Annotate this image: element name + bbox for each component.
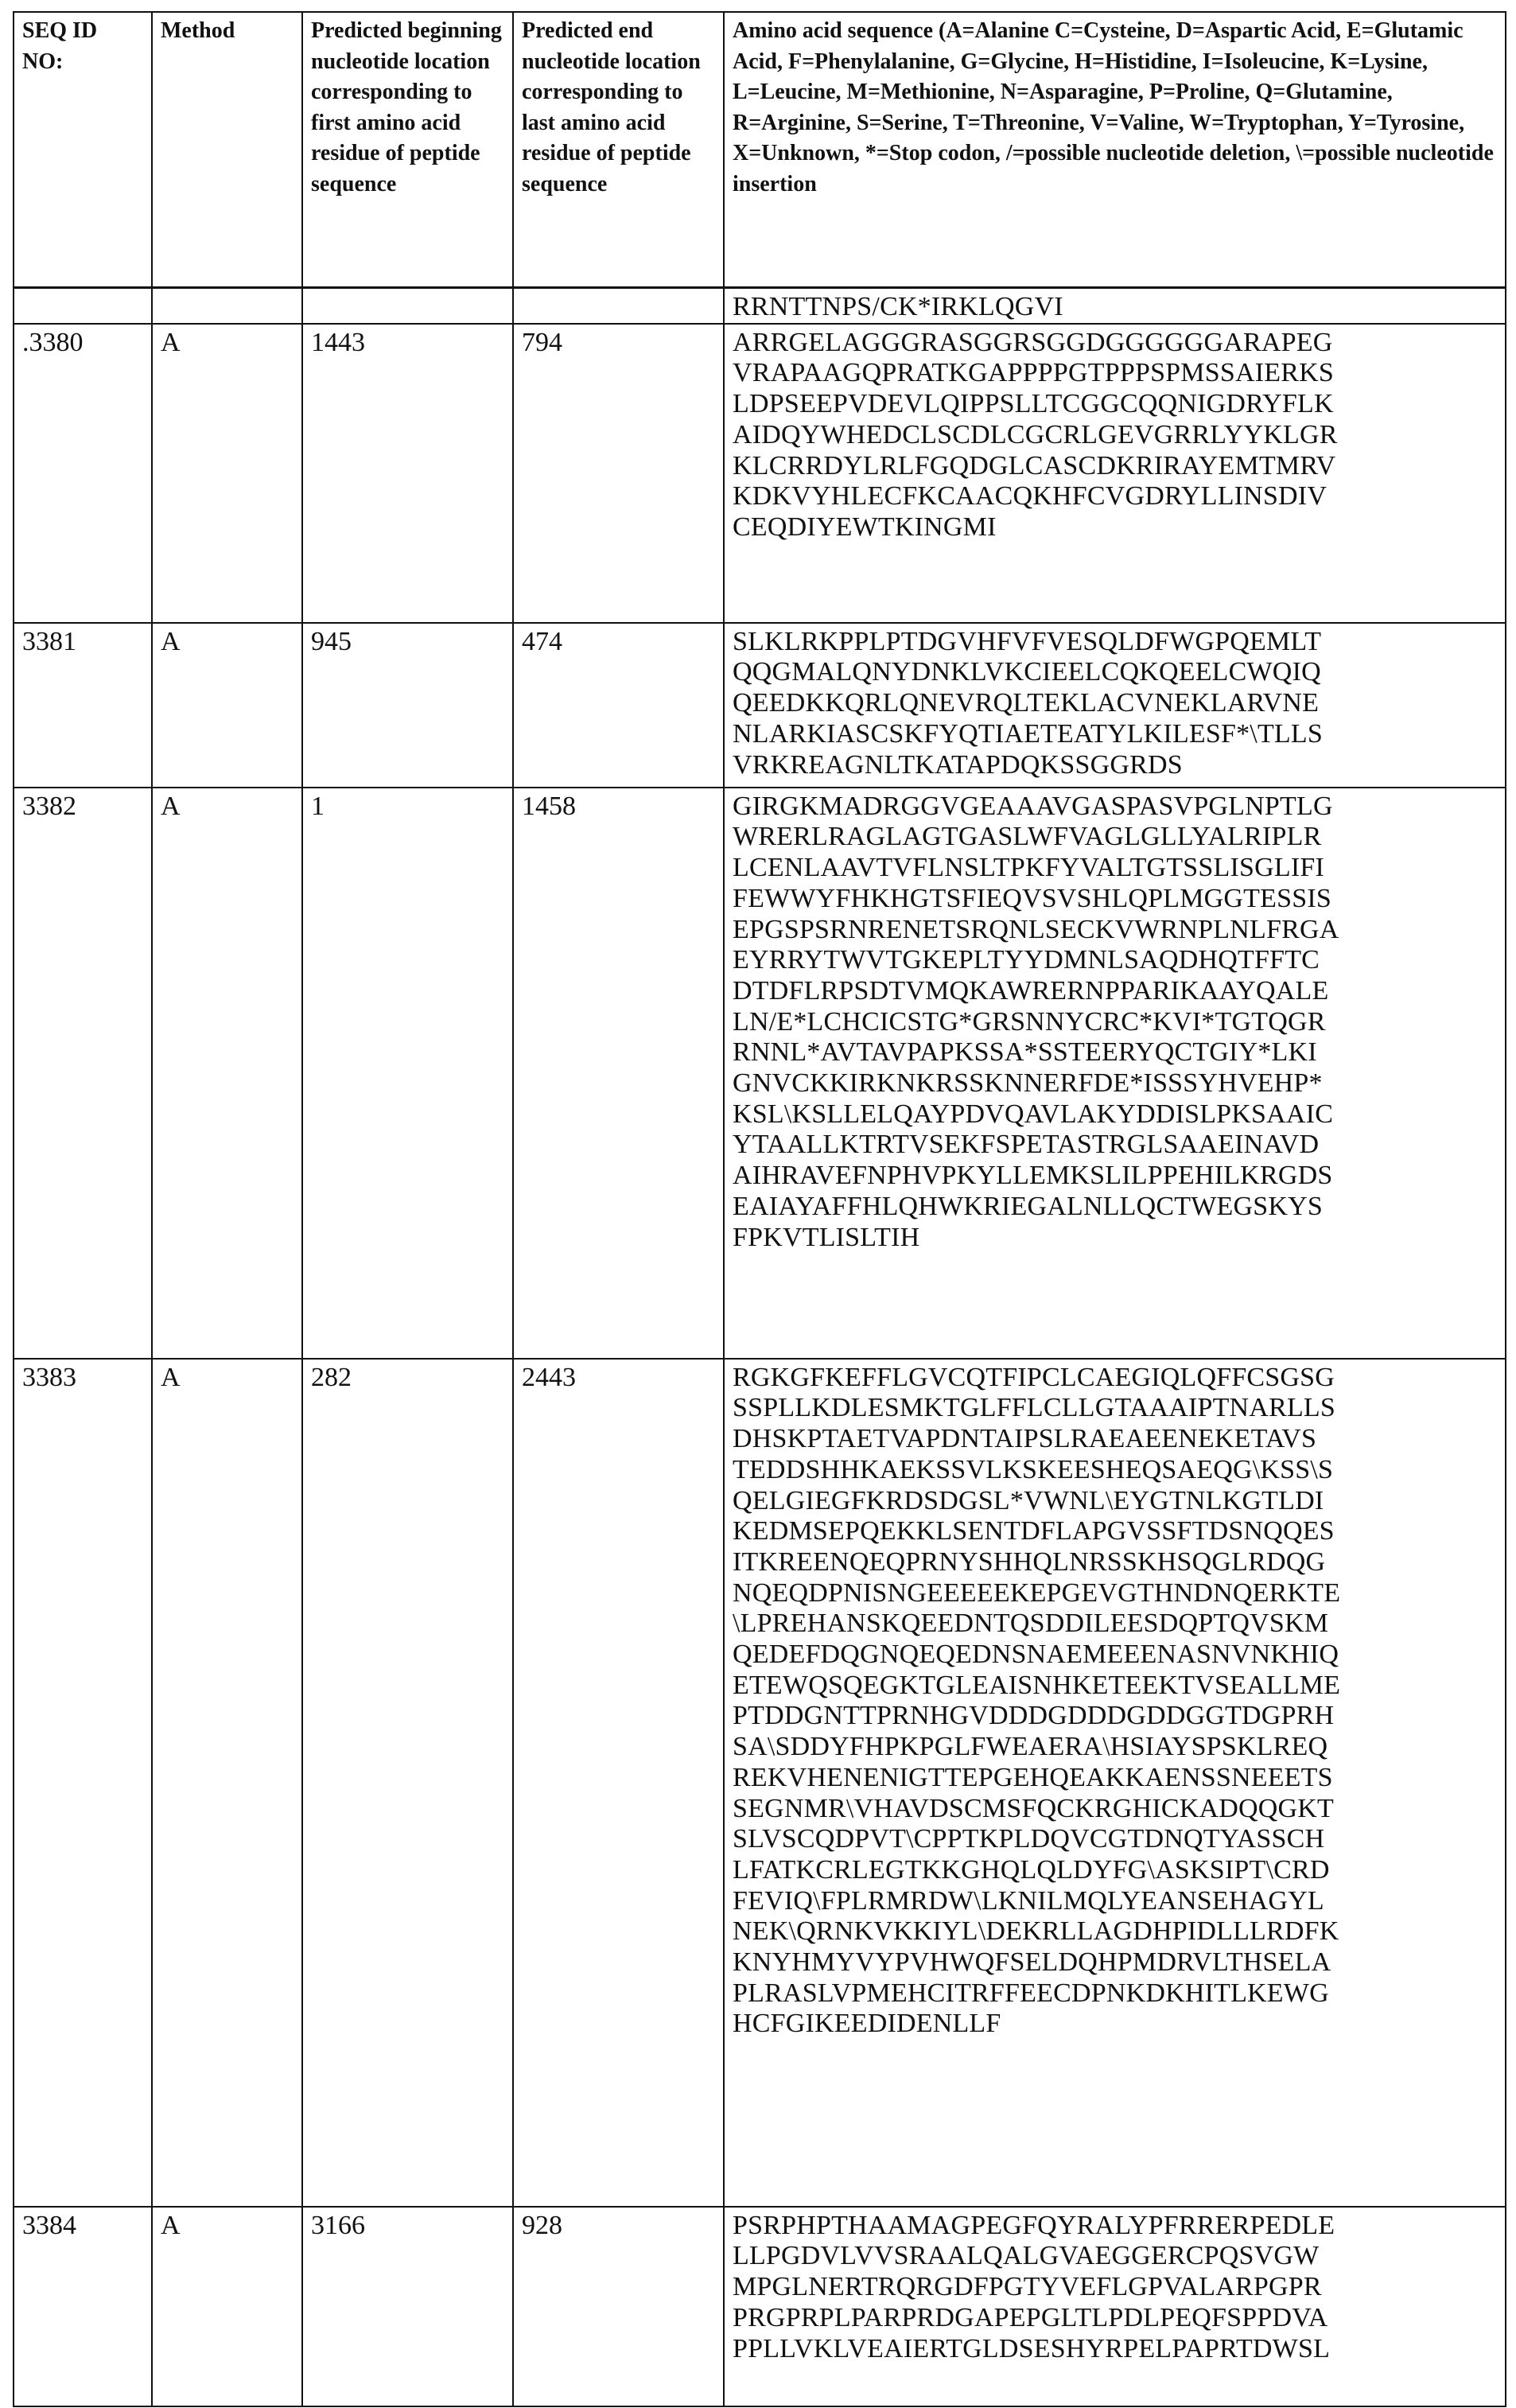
- sequence-line: LLPGDVLVVSRAALQALGVAEGGERCPQSVGW: [733, 2241, 1320, 2271]
- header-seq-id: SEQ ID NO:: [14, 12, 152, 288]
- sequence-line: AIHRAVEFNPHVPKYLLEMKSLILPPEHILKRGDS: [733, 1161, 1333, 1191]
- sequence-line: RNNL*AVTAVPAPKSSA*SSTEERYQCTGIY*LKI: [733, 1037, 1317, 1068]
- sequence-line: FPKVTLISLTIH: [733, 1222, 920, 1252]
- header-end-location: Predicted end nucleotide location corresponding to last amino acid residue of peptide sequence: [513, 12, 724, 288]
- sequence-line: LDPSEEPVDEVLQIPPSLLTCGGCQQNIGDRYFLK: [733, 389, 1334, 419]
- cell-begin: 3166: [302, 2207, 513, 2406]
- sequence-line: NEK\QRNKVKKIYL\DEKRLLAGDHPIDLLLRDFK: [733, 1916, 1339, 1947]
- cell-seq-id: 3381: [14, 623, 152, 788]
- header-method: Method: [152, 12, 302, 288]
- header-begin-location: Predicted beginning nucleotide location corresponding to first amino acid residue of peptide sequence: [302, 12, 513, 288]
- cell-end: 2443: [513, 1359, 724, 2207]
- continuation-row: [14, 288, 1506, 324]
- sequence-line: ETEWQSQEGKTGLEAISNHKETEEKTVSEALLME: [733, 1670, 1341, 1700]
- sequence-line: FEVIQ\FPLRMRDW\LKNILMQLYEANSEHAGYL: [733, 1885, 1324, 1916]
- table-body: [14, 324, 1506, 2406]
- sequence-line: EPGSPSRNRENETSRQNLSECKVWRNPLNLFRGA: [733, 914, 1339, 944]
- cell-end: [513, 288, 724, 324]
- sequence-line: VRKREAGNLTKATAPDQKSSGGRDS: [733, 749, 1183, 780]
- cell-sequence: [724, 288, 1506, 324]
- sequence-line: SLVSCQDPVT\CPPTKPLDQVCGTDNQTYASSCH: [733, 1824, 1325, 1854]
- sequence-line: RGKGFKEFFLGVCQTFIPCLCAEGIQLQFFCSGSG: [733, 1362, 1335, 1392]
- sequence-line: GIRGKMADRGGVGEAAAVGASPASVPGLNPTLG: [733, 791, 1333, 821]
- sequence-line: LCENLAAVTVFLNSLTPKFYVALTGTSSLISGLIFI: [733, 853, 1324, 883]
- sequence-line: PTDDGNTTPRNHGVDDDGDDDGDDGGTDGPRH: [733, 1701, 1335, 1731]
- cell-begin: 1: [302, 788, 513, 1359]
- sequence-line: QEDEFDQGNQEQEDNSNAEMEEENASNVNKHIQ: [733, 1640, 1339, 1670]
- cell-sequence: [724, 2207, 1506, 2406]
- sequence-line: DHSKPTAETVAPDNTAIPSLRAEAEENEKETAVS: [733, 1424, 1317, 1454]
- sequence-line: SEGNMR\VHAVDSCMSFQCKRGHICKADQQGKT: [733, 1793, 1334, 1823]
- sequence-line: SLKLRKPPLPTDGVHFVFVESQLDFWGPQEMLT: [733, 626, 1322, 656]
- cell-method: [152, 288, 302, 324]
- sequence-line: KNYHMYVYPVHWQFSELDQHPMDRVLTHSELA: [733, 1947, 1331, 1978]
- sequence-line: PPLLVKLVEAIERTGLDSESHYRPELPAPRTDWSL: [733, 2333, 1331, 2363]
- sequence-line: QEEDKKQRLQNEVRQLTEKLACVNEKLARVNE: [733, 688, 1320, 718]
- cell-method: A: [152, 324, 302, 623]
- sequence-line: \LPREHANSKQEEDNTQSDDILEESDQPTQVSKM: [733, 1609, 1329, 1639]
- sequence-table: [13, 11, 1506, 2407]
- sequence-line: QELGIEGFKRDSDGSL*VWNL\EYGTNLKGTLDI: [733, 1485, 1324, 1515]
- sequence-line: YTAALLKTRTVSEKFSPETASTRGLSAAEINAVD: [733, 1130, 1320, 1160]
- sequence-line: KEDMSEPQEKKLSENTDFLAPGVSSFTDSNQQES: [733, 1516, 1335, 1546]
- sequence-line: LN/E*LCHCICSTG*GRSNNYCRC*KVI*TGTQGR: [733, 1006, 1326, 1037]
- cell-begin: 945: [302, 623, 513, 788]
- sequence-line: SSPLLKDLESMKTGLFFLCLLGTAAAIPTNARLLS: [733, 1393, 1335, 1423]
- cell-seq-id: 3384: [14, 2207, 152, 2406]
- sequence-line: WRERLRAGLAGTGASLWFVAGLGLLYALRIPLR: [733, 822, 1322, 852]
- cell-sequence: [724, 324, 1506, 623]
- sequence-line: PSRPHPTHAAMAGPEGFQYRALYPFRRERPEDLE: [733, 2210, 1335, 2240]
- cell-method: A: [152, 2207, 302, 2406]
- sequence-line: NLARKIASCSKFYQTIAETEATYLKILESF*\TLLS: [733, 718, 1323, 749]
- table-row: [14, 623, 1506, 788]
- sequence-line: LFATKCRLEGTKKGHQLQLDYFG\ASKSIPT\CRD: [733, 1854, 1330, 1885]
- cell-sequence: [724, 788, 1506, 1359]
- sequence-line: CEQDIYEWTKINGMI: [733, 512, 997, 542]
- sequence-line: KSL\KSLLELQAYPDVQAVLAKYDDISLPKSAAIC: [733, 1099, 1334, 1129]
- cell-seq-id: [14, 288, 152, 324]
- cell-end: 474: [513, 623, 724, 788]
- cell-sequence: [724, 1359, 1506, 2207]
- sequence-line: REKVHENENIGTTEPGEHQEAKKAENSSNEEETS: [733, 1762, 1333, 1792]
- sequence-line: MPGLNERTRQRGDFPGTYVEFLGPVALARPGPR: [733, 2272, 1322, 2302]
- sequence-line: SA\SDDYFHPKPGLFWEAERA\HSIAYSPSKLREQ: [733, 1732, 1328, 1762]
- cell-sequence: [724, 623, 1506, 788]
- cell-end: 928: [513, 2207, 724, 2406]
- table-row: [14, 1359, 1506, 2207]
- sequence-line: AIDQYWHEDCLSCDLCGCRLGEVGRRLYYKLGR: [733, 419, 1338, 449]
- cell-seq-id: .3380: [14, 324, 152, 623]
- table-row: [14, 788, 1506, 1359]
- cell-seq-id: 3383: [14, 1359, 152, 2207]
- cell-begin: [302, 288, 513, 324]
- cell-method: A: [152, 788, 302, 1359]
- sequence-line: EYRRYTWVTGKEPLTYYDMNLSAQDHQTFFTC: [733, 945, 1320, 975]
- sequence-line: HCFGIKEEDIDENLLF: [733, 2009, 1001, 2039]
- sequence-line: VRAPAAGQPRATKGAPPPPGTPPPSPMSSAIERKS: [733, 358, 1334, 388]
- sequence-line: PLRASLVPMEHCITRFFEECDPNKDKHITLKEWG: [733, 1978, 1329, 2008]
- sequence-line: FEWWYFHKHGTSFIEQVSVSHLQPLMGGTESSIS: [733, 883, 1331, 913]
- cell-seq-id: 3382: [14, 788, 152, 1359]
- cell-method: A: [152, 623, 302, 788]
- sequence-line: KLCRRDYLRLFGQDGLCASCDKRIRAYEMTMRV: [733, 450, 1336, 480]
- table-row: [14, 324, 1506, 623]
- cell-begin: 1443: [302, 324, 513, 623]
- sequence-line: RRNTTNPS/CK*IRKLQGVI: [733, 292, 1063, 321]
- sequence-line: DTDFLRPSDTVMQKAWRERNPPARIKAAYQALE: [733, 975, 1329, 1006]
- cell-begin: 282: [302, 1359, 513, 2207]
- sequence-line: ITKREENQEQPRNYSHHQLNRSSKHSQGLRDQG: [733, 1546, 1326, 1577]
- sequence-line: TEDDSHHKAEKSSVLKSKEESHEQSAEQG\KSS\S: [733, 1454, 1334, 1484]
- table-row: [14, 2207, 1506, 2406]
- sequence-line: GNVCKKIRKNKRSSKNNERFDE*ISSSYHVEHP*: [733, 1068, 1323, 1099]
- cell-end: 1458: [513, 788, 724, 1359]
- cell-end: 794: [513, 324, 724, 623]
- sequence-line: ARRGELAGGGRASGGRSGGDGGGGGGARAPEG: [733, 327, 1333, 357]
- sequence-line: NQEQDPNISNGEEEEEKEPGEVGTHNDNQERKTE: [733, 1577, 1341, 1608]
- sequence-line: KDKVYHLECFKCAACQKHFCVGDRYLLINSDIV: [733, 481, 1327, 512]
- sequence-line: QQGMALQNYDNKLVKCIEELCQKQEELCWQIQ: [733, 657, 1321, 687]
- sequence-line: PRGPRPLPARPRDGAPEPGLTLPDLPEQFSPPDVA: [733, 2302, 1328, 2332]
- cell-method: A: [152, 1359, 302, 2207]
- sequence-line: EAIAYAFFHLQHWKRIEGALNLLQCTWEGSKYS: [733, 1191, 1323, 1221]
- table-header-row: [14, 12, 1506, 288]
- header-amino-acid-sequence: Amino acid sequence (A=Alanine C=Cysteine, D=Aspartic Acid, E=Glutamic Acid, F=Phenylalanine, G=Glycine, H=Histidine, I=Isoleucine, K=Lysine, L=Leucine, M=Methionine, N=Asparagine, P=Proline, Q=Glutamine, R=Arginine, S=Serine, T=Threonine, V=Valine, W=Tryptophan, Y=Tyrosine, X=Unknown, *=Stop codon, /=possible nucleotide deletion, \=possible nucleotide insertion: [724, 12, 1506, 288]
